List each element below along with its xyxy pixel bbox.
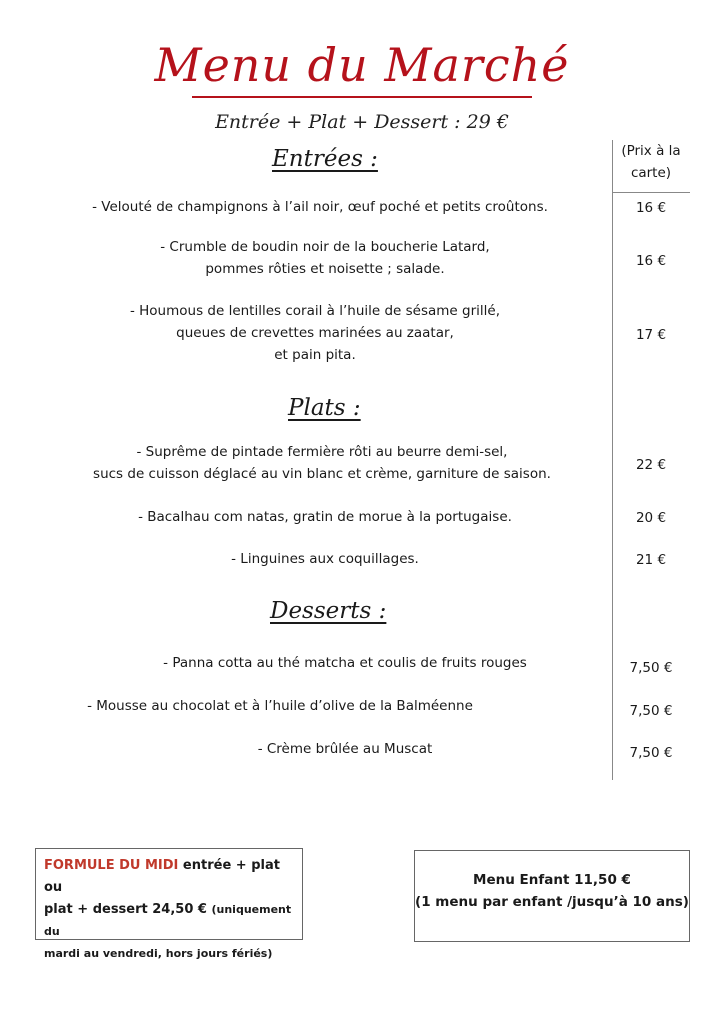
menu-item-entree-1 <box>60 196 580 218</box>
formule-midi-line-2 <box>44 899 294 943</box>
menu-item-entree-2 <box>150 236 500 280</box>
title-underline <box>192 96 532 98</box>
item-line: et pain pita. <box>274 347 356 363</box>
menu-enfant-box <box>414 850 690 942</box>
formule-midi-line-1 <box>44 855 294 899</box>
item-line: - Crumble de boudin noir de la boucherie Latard, <box>160 239 490 255</box>
section-title-desserts: Desserts : <box>270 598 387 624</box>
formule-midi-note-2: mardi au vendredi, hors jours fériés) <box>44 947 273 960</box>
price-plat-3: 21 € <box>635 552 667 568</box>
item-line: sucs de cuisson déglacé au vin blanc et crème, garniture de saison. <box>93 466 551 482</box>
menu-enfant-title: Menu Enfant 11,50 € <box>473 872 631 888</box>
menu-title: Menu du Marché <box>154 38 570 92</box>
price-header-line-2: carte) <box>630 165 672 181</box>
menu-item-plat-1 <box>60 441 584 485</box>
menu-item-dessert-3 <box>220 738 470 760</box>
price-column-header <box>612 140 690 184</box>
menu-item-dessert-1 <box>130 652 560 674</box>
menu-formula: Entrée + Plat + Dessert : 29 € <box>215 111 509 133</box>
price-entree-3: 17 € <box>635 327 667 343</box>
price-dessert-2: 7,50 € <box>629 703 673 719</box>
item-line: - Houmous de lentilles corail à l’huile de sésame grillé, <box>129 303 501 319</box>
menu-enfant-note: (1 menu par enfant /jusqu’à 10 ans) <box>415 894 689 910</box>
item-line: - Linguines aux coquillages. <box>231 551 419 567</box>
price-header-divider <box>612 192 690 193</box>
formule-midi-text-2: plat + dessert 24,50 € <box>44 902 212 917</box>
menu-item-plat-2 <box>100 506 550 528</box>
menu-item-plat-3 <box>200 548 450 570</box>
item-line: pommes rôties et noisette ; salade. <box>205 261 445 277</box>
section-title-plats: Plats : <box>288 395 361 421</box>
item-line: - Suprême de pintade fermière rôti au beurre demi-sel, <box>136 444 508 460</box>
price-dessert-1: 7,50 € <box>629 660 673 676</box>
price-dessert-3: 7,50 € <box>629 745 673 761</box>
item-line: - Bacalhau com natas, gratin de morue à la portugaise. <box>138 509 512 525</box>
formule-midi-box <box>35 848 303 960</box>
price-entree-2: 16 € <box>635 253 667 269</box>
item-line: - Crème brûlée au Muscat <box>257 741 433 757</box>
formule-midi-text-1: entrée + plat ou <box>44 858 280 895</box>
item-line: - Velouté de champignons à l’ail noir, œuf poché et petits croûtons. <box>92 199 548 215</box>
price-entree-1: 16 € <box>635 200 667 216</box>
formule-midi-label: FORMULE DU MIDI <box>44 858 179 873</box>
price-plat-1: 22 € <box>635 457 667 473</box>
item-line: - Mousse au chocolat et à l’huile d’olive de la Balméenne <box>87 698 473 714</box>
item-line: - Panna cotta au thé matcha et coulis de fruits rouges <box>163 655 527 671</box>
item-line: queues de crevettes marinées au zaatar, <box>176 325 454 341</box>
formule-midi-note-1: (uniquement du <box>44 903 292 938</box>
price-header-line-1: (Prix à la <box>621 143 681 159</box>
menu-item-entree-3 <box>100 300 530 366</box>
menu-item-dessert-2 <box>60 695 500 717</box>
price-plat-2: 20 € <box>635 510 667 526</box>
section-title-entrees: Entrées : <box>272 146 378 172</box>
